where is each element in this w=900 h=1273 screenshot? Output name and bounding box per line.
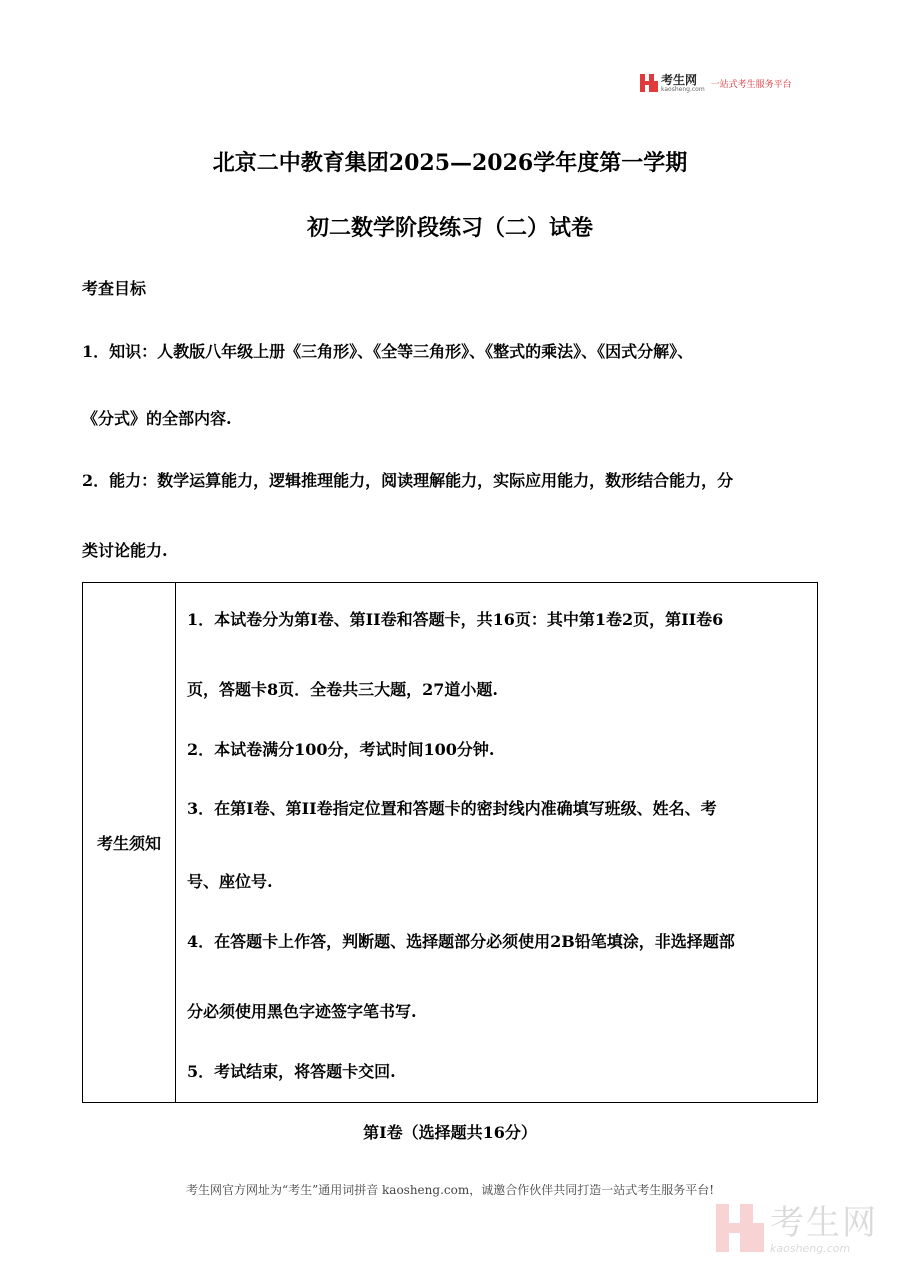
section-title: 第I卷（选择题共16分） (363, 1123, 537, 1142)
header-logo (640, 72, 792, 94)
notice-line-8: 5．考试结束，将答题卡交回. (187, 1062, 396, 1081)
watermark (716, 1204, 878, 1255)
notice-line-1: 1．本试卷分为第I卷、第II卷和答题卡，共16页：其中第1卷2页，第II卷6 (187, 610, 724, 629)
objectives-knowledge-line1: 1．知识：人教版八年级上册《三角形》、《全等三角形》、《整式的乘法》、《因式分解》、 (82, 342, 694, 361)
logo-slogan: 一站式考生服务平台 (710, 79, 792, 90)
notice-line-6: 4．在答题卡上作答，判断题、选择题部分必须使用2B铅笔填涂，非选择题部 (187, 932, 735, 951)
notice-line-4: 3．在第I卷、第II卷指定位置和答题卡的密封线内准确填写班级、姓名、考 (187, 799, 717, 818)
notice-line-7: 分必须使用黑色字迹签字笔书写. (187, 1002, 417, 1021)
objectives-ability-line1: 2．能力：数学运算能力，逻辑推理能力，阅读理解能力，实际应用能力，数形结合能力，分 (82, 471, 734, 490)
logo-domain: kaosheng.com (661, 85, 705, 93)
logo-name: 考生网 (661, 72, 698, 87)
watermark-logo-icon (716, 1204, 764, 1252)
footer-text: 考生网官方网址为“考生”通用词拼音 kaosheng.com，诚邀合作伙伴共同打造一站式考生服务平台! (185, 1183, 715, 1197)
notice-line-5: 号、座位号. (187, 872, 273, 891)
objectives-ability-line2: 类讨论能力. (82, 541, 168, 560)
exam-title-line1: 北京二中教育集团2025—2026学年度第一学期 (212, 150, 688, 176)
table-divider (175, 583, 176, 1102)
exam-title-line2: 初二数学阶段练习（二）试卷 (306, 215, 593, 241)
candidate-notice-table (82, 582, 818, 1103)
objectives-knowledge-line2: 《分式》的全部内容. (82, 409, 232, 428)
objectives-heading: 考查目标 (82, 279, 147, 298)
notice-label: 考生须知 (96, 834, 161, 853)
watermark-name: 考生网 (770, 1203, 878, 1243)
notice-line-3: 2．本试卷满分100分，考试时间100分钟. (187, 740, 495, 759)
notice-line-2: 页，答题卡8页．全卷共三大题，27道小题. (187, 680, 498, 699)
kaosheng-logo-icon (640, 74, 658, 92)
watermark-domain: kaosheng.com (770, 1242, 851, 1255)
